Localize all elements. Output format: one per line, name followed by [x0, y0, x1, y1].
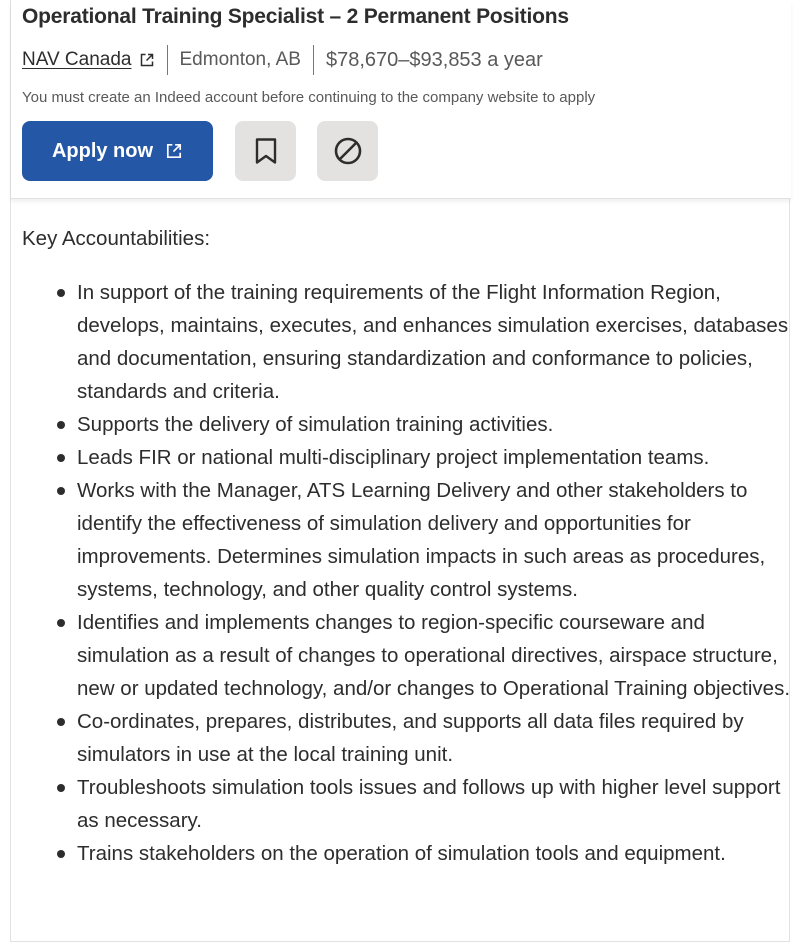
save-job-button[interactable] [235, 121, 296, 181]
job-header [11, 0, 791, 199]
job-meta [22, 44, 543, 76]
job-description [22, 222, 792, 870]
list-item: Identifies and implements changes to region-specific courseware and simulation as a result of changes to operational directives, airspace structure, new or updated technology, and/or changes to Operational Training objectives. [22, 606, 792, 705]
accountabilities-list [22, 276, 792, 870]
list-item: Troubleshoots simulation tools issues and follows up with higher level support as necessary. [22, 771, 792, 837]
meta-divider [313, 45, 314, 75]
list-item: Supports the delivery of simulation training activities. [22, 408, 792, 441]
list-item: Trains stakeholders on the operation of simulation tools and equipment. [22, 837, 792, 870]
bookmark-icon [253, 137, 279, 165]
job-salary: $78,670–$93,853 a year [325, 48, 543, 71]
job-details-pane [10, 0, 790, 942]
meta-divider [167, 45, 168, 75]
list-item: In support of the training requirements of the Flight Information Region, develops, maintains, executes, and enhances simulation exercises, databases and documentation, ensuring standardization and conformance to policies, standards and criteria. [22, 276, 792, 408]
list-item: Co-ordinates, prepares, distributes, and supports all data files required by simulators in use at the local training unit. [22, 705, 792, 771]
apply-now-button[interactable] [22, 121, 213, 181]
job-title: Operational Training Specialist – 2 Permanent Positions [22, 5, 569, 28]
account-notice: You must create an Indeed account before continuing to the company website to apply [22, 89, 596, 106]
external-link-icon [165, 142, 183, 160]
company-link[interactable] [22, 49, 155, 71]
apply-now-label: Apply now [51, 139, 154, 162]
company-name: NAV Canada [22, 49, 132, 70]
not-interested-button[interactable] [317, 121, 378, 181]
block-icon [333, 136, 363, 166]
external-link-icon [139, 52, 155, 68]
list-item: Works with the Manager, ATS Learning Delivery and other stakeholders to identify the effectiveness of simulation delivery and opportunities for improvements. Determines simulation impacts in such areas as procedures, systems, technology, and other quality control systems. [22, 474, 792, 606]
list-item: Leads FIR or national multi-disciplinary project implementation teams. [22, 441, 792, 474]
job-location: Edmonton, AB [179, 49, 301, 70]
section-heading: Key Accountabilities: [22, 227, 211, 250]
